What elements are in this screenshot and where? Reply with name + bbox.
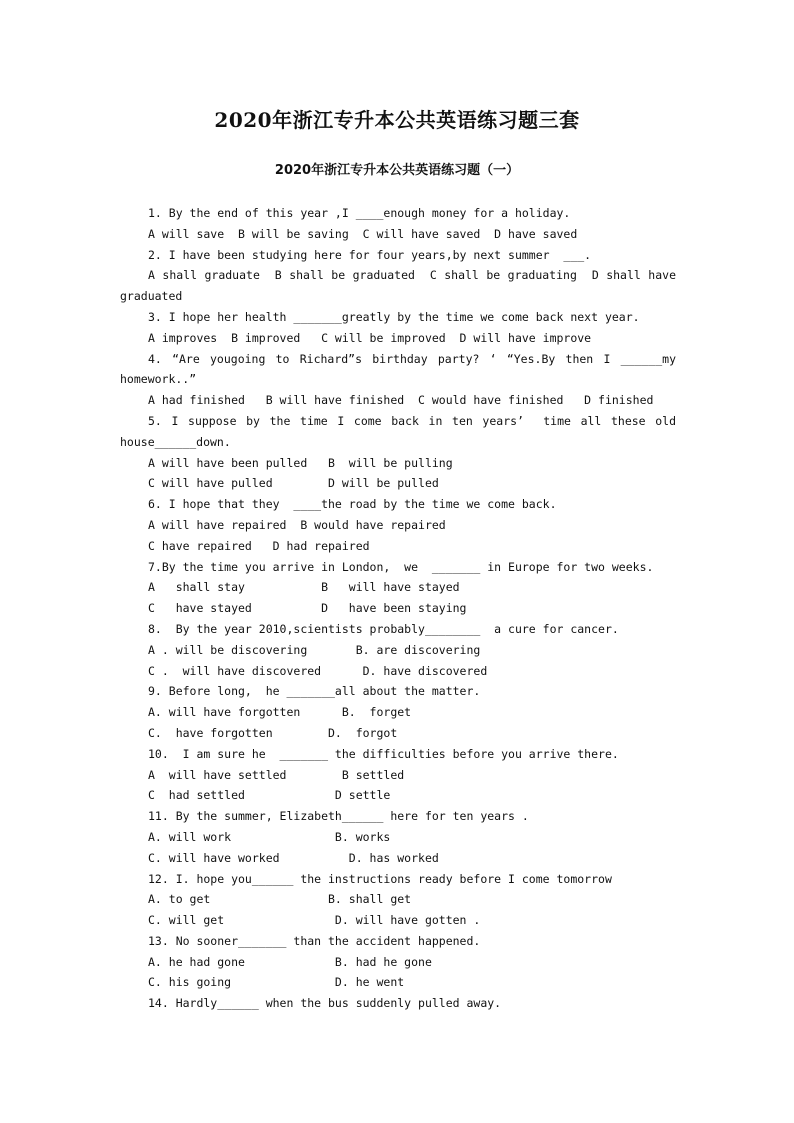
options-2: [120, 265, 676, 286]
options-9-ab: A. will have forgotten B. forget: [148, 705, 412, 720]
options-6-ab: A will have repaired B would have repaired: [148, 517, 446, 532]
question-2: 2. I have been studying here for four years,by next summer ___.: [148, 247, 592, 262]
question-4: [120, 349, 676, 370]
options-6-cd: C have repaired D had repaired: [148, 538, 370, 553]
section-subtitle: 2020年浙江专升本公共英语练习题（一）: [274, 163, 520, 178]
options-3: A improves B improved C will be improved D will have improve: [148, 330, 592, 345]
options-12-ab: A. to get B. shall get: [148, 892, 412, 907]
question-14: 14. Hardly______ when the bus suddenly pulled away.: [148, 996, 502, 1011]
options-5-cd: C will have pulled D will be pulled: [148, 476, 439, 491]
exercise-body: [120, 203, 676, 1014]
options-5-ab: A will have been pulled B will be pulling: [148, 455, 453, 470]
question-4-continued: homework..”: [120, 372, 197, 387]
options-2-continued: graduated: [120, 289, 183, 304]
document-title: 2020年浙江专升本公共英语练习题三套: [214, 108, 580, 132]
options-8-ab: A . will be discovering B. are discovering: [148, 642, 481, 657]
options-11-cd: C. will have worked D. has worked: [148, 850, 439, 865]
question-13: 13. No sooner_______ than the accident happened.: [148, 933, 481, 948]
options-9-cd: C. have forgotten D. forgot: [148, 725, 398, 740]
question-9: 9. Before long, he _______all about the matter.: [148, 684, 481, 699]
options-4: A had finished B will have finished C would have finished D finished: [148, 393, 654, 408]
options-10-cd: C had settled D settle: [148, 788, 391, 803]
options-12-cd: C. will get D. will have gotten .: [148, 913, 481, 928]
question-7: 7.By the time you arrive in London, we _______ in Europe for two weeks.: [148, 559, 654, 574]
options-10-ab: A will have settled B settled: [148, 767, 405, 782]
question-6: 6. I hope that they ____the road by the time we come back.: [148, 497, 557, 512]
question-10: 10. I am sure he _______ the difficulties before you arrive there.: [148, 746, 619, 761]
options-13-ab: A. he had gone B. had he gone: [148, 954, 432, 969]
question-3: 3. I hope her health _______greatly by the time we come back next year.: [148, 309, 640, 324]
question-1: 1. By the end of this year ,I ____enough money for a holiday.: [148, 206, 571, 220]
options-1: A will save B will be saving C will have saved D have saved: [148, 226, 578, 241]
question-4-text: 4. “Are yougoing to Richard”s birthday party? ‘ “Yes.By then I ______my: [148, 351, 676, 366]
question-8: 8. By the year 2010,scientists probably________ a cure for cancer.: [148, 621, 619, 636]
options-7-ab: A shall stay B will have stayed: [148, 580, 460, 595]
options-2-text: A shall graduate B shall be graduated C shall be graduating D shall have: [148, 268, 676, 283]
options-13-cd: C. his going D. he went: [148, 975, 405, 990]
options-11-ab: A. will work B. works: [148, 829, 391, 844]
question-12: 12. I. hope you______ the instructions ready before I come tomorrow: [148, 871, 612, 886]
question-5: [120, 411, 676, 432]
question-11: 11. By the summer, Elizabeth______ here for ten years .: [148, 809, 529, 824]
question-5-continued: house______down.: [120, 434, 231, 449]
question-5-text: 5. I suppose by the time I come back in ten years’ time all these old: [148, 413, 676, 428]
options-8-cd: C . will have discovered D. have discovered: [148, 663, 488, 678]
options-7-cd: C have stayed D have been staying: [148, 601, 467, 616]
